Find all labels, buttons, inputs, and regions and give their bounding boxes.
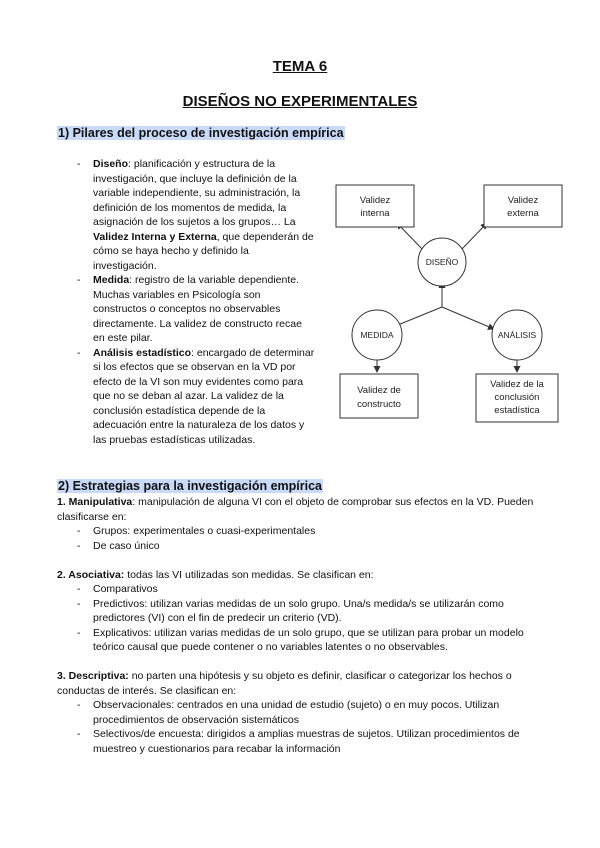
item-text: : planificación y estructura de la investigación, que incluye la definición de la variable independiente, su administración, la definición de los momentos de medida, la asignación de los sujetos a los grupos… La: [93, 158, 301, 228]
item-term: Medida: [93, 274, 130, 286]
arrow-diseno-externa: [461, 223, 487, 250]
arrow-to-analisis: [442, 307, 494, 329]
item-text: , que dependerán de cómo se haya hecho y definido la investigación.: [93, 230, 314, 272]
section1-list: [75, 157, 315, 447]
strategy-asociativa: 2. Asociativa: todas las VI utilizadas son medidas. Se clasifican en:: [57, 568, 374, 581]
list-item: - Selectivos/de encuesta: dirigidos a amplias muestras de sujetos. Utilizan procedimientos de muestreo y cuestionarios para recabar la información: [75, 727, 545, 756]
box-br-line2: conclusión: [494, 392, 540, 403]
list-item: - Comparativos: [75, 582, 545, 597]
list-item: - Predictivos: utilizan varias medidas de un solo grupo. Una/s medida/s se utilizarán como predictores (VI) con el fin de predecir un criterio (VD).: [75, 597, 545, 626]
box-tr-line2: externa: [507, 208, 539, 219]
circle-left-label: MEDIDA: [360, 330, 394, 340]
page-subtitle: DISEÑOS NO EXPERIMENTALES: [182, 93, 418, 110]
circle-right-label: ANÁLISIS: [497, 330, 537, 340]
item-term: Análisis estadístico: [93, 346, 192, 359]
section2-heading: 2) Estrategias para la investigación empírica: [58, 479, 323, 493]
list-item: - De caso único: [75, 539, 545, 554]
box-validez-interna: [336, 185, 414, 227]
strategy-manipulativa: 1. Manipulativa: manipulación de alguna VI con el objeto de comprobar sus efectos en la VD. Pueden clasificarse en:: [57, 496, 534, 523]
circle-center-label: DISEÑO: [425, 257, 459, 267]
box-br-line1: Validez de la: [490, 379, 544, 390]
box-tl-line1: Validez: [359, 195, 391, 206]
list-item: [75, 346, 315, 448]
box-validez-constructo: [340, 374, 418, 418]
section1-heading: 1) Pilares del proceso de investigación empírica: [58, 126, 344, 140]
list-item: [75, 273, 315, 346]
section2-body: [57, 495, 545, 756]
box-br-line3: estadística: [494, 405, 540, 416]
item-bold: Validez Interna y Externa: [93, 230, 217, 243]
box-tr-line1: Validez: [507, 195, 539, 206]
box-validez-externa: [484, 185, 562, 227]
list-item: - Grupos: experimentales o cuasi-experimentales: [75, 524, 545, 539]
box-tl-line2: interna: [360, 208, 390, 219]
page-title: TEMA 6: [272, 58, 328, 75]
box-bl-line2: constructo: [357, 399, 401, 410]
item-text: : registro de la variable dependiente. Muchas variables en Psicología son constructos o conceptos no observables directamente. La validez de constructo recae en este pilar.: [93, 274, 302, 344]
item-text: : encargado de determinar si los efectos que se observan en la VD por efecto de la VI son muy evidentes como para que no se deban al azar. La validez de la conclusión estadística depende de la adecuación entre la naturaleza de los datos y las pruebas estadísticas utilizadas.: [93, 346, 315, 446]
box-bl-line1: Validez de: [357, 385, 401, 396]
list-item: - Explicativos: utilizan varias medidas de un solo grupo, que se utilizan para probar un modelo teórico causal que puede contener o no variables latentes o no observables.: [75, 626, 545, 655]
list-item: - Observacionales: centrados en una unidad de estudio (sujeto) o en muy pocos. Utilizan procedimientos de observación sistemáticos: [75, 698, 545, 727]
pillars-diagram: [330, 175, 590, 435]
item-term: Diseño: [93, 158, 129, 170]
strategy-descriptiva: 3. Descriptiva: no parten una hipótesis y su objeto es definir, clasificar o categorizar los hechos o conductas de interés. Se clasifican en:: [57, 670, 512, 697]
list-item: [75, 157, 315, 273]
